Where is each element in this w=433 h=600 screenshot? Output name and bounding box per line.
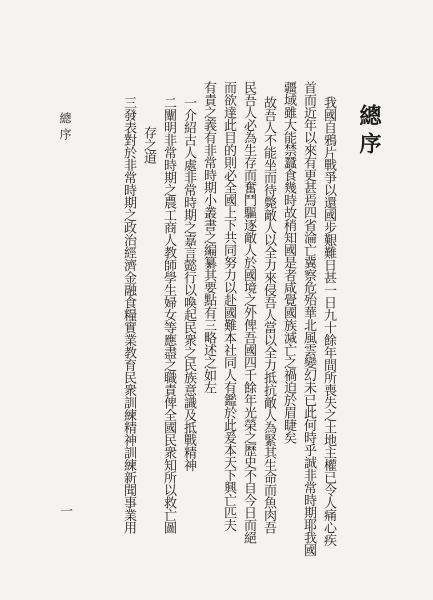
text-column-1: 我國自鴉片戰爭以還國步艱難日甚一日九十餘年間所喪失之土地主權已令人痛心疾	[321, 96, 336, 546]
list-item-3: 三發表對於非常時期之政治經濟金融食糧實業教育民衆訓練精神訓練新聞事業用	[121, 96, 136, 534]
text-column-2: 首而近年以來有更甚焉四省淪亡冀察危殆華北風雲變幻未已此何時乎誠非常時期耶我國	[301, 81, 316, 556]
running-head: 總序	[58, 112, 72, 144]
list-item-2-continued: 存之道	[141, 126, 156, 164]
section-title: 總序	[356, 104, 382, 160]
text-column-5: 民吾人必為生存而奮鬥驅逐敵人於國境之外俾吾國四千餘年光榮之歷史不自今日而絕	[241, 81, 256, 544]
text-column-4: 故吾人不能坐而待斃敵人以全力來侵吾人當以全力抵抗敵人為緊其生命而魚肉吾	[261, 96, 276, 534]
text-column-6: 而欲達此目的則必全國上下共同努力以赴國難本社同人有鑑於此爰本天下興亡匹夫	[221, 81, 236, 531]
list-item-1: 一介紹古人處非常時期之嘉言懿行以喚起民衆之民族意識及抵戰精神	[181, 96, 196, 471]
text-column-3: 疆域雖大能禁蠶食幾時故稍知國是者咸覺國族滅亡之禍迫於眉睫矣	[281, 81, 296, 444]
page-number: 一	[57, 504, 72, 517]
text-column-7: 有責之義有非常時期小叢書之編纂其要點有三略述之如左	[201, 81, 216, 394]
list-item-2: 二闡明非常時期之農工商人教師學生婦女等應盡之職責俾全國民衆知所以救亡圖	[161, 96, 176, 534]
